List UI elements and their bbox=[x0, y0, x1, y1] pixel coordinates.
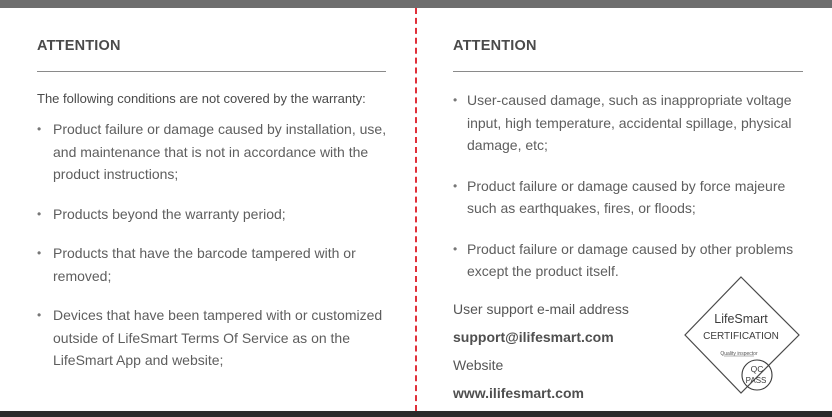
left-heading: ATTENTION bbox=[37, 38, 121, 54]
list-item-text: Product failure or damage caused by force majeure such as earthquakes, fires, or floods; bbox=[467, 177, 786, 216]
list-item bbox=[37, 118, 393, 186]
website-label: Website bbox=[453, 357, 504, 373]
right-heading: ATTENTION bbox=[453, 38, 537, 54]
list-item bbox=[37, 242, 393, 287]
list-item-text: Products that have the barcode tampered with or removed; bbox=[53, 245, 356, 284]
left-heading-rule bbox=[37, 71, 386, 72]
bullet-icon: • bbox=[453, 178, 458, 193]
bullet-icon: • bbox=[37, 246, 42, 260]
list-item-text: User-caused damage, such as inappropriate voltage input, high temperature, accidental spillage, physical damage, etc; bbox=[467, 92, 792, 153]
bullet-icon: • bbox=[453, 241, 458, 256]
qc-label: QC bbox=[750, 364, 764, 374]
right-heading-rule bbox=[453, 71, 803, 72]
stamp-inspector-label: Quality inspector bbox=[720, 351, 758, 357]
bullet-icon: • bbox=[37, 122, 42, 136]
support-info bbox=[453, 298, 683, 410]
list-item bbox=[453, 89, 815, 157]
support-email: support@ilifesmart.com bbox=[453, 329, 614, 345]
bullet-icon: • bbox=[37, 206, 42, 221]
support-email-label: User support e-mail address bbox=[453, 301, 629, 317]
list-item bbox=[37, 203, 393, 226]
stamp-brand: LifeSmart bbox=[714, 312, 768, 326]
stamp-title: CERTIFICATION bbox=[703, 331, 779, 342]
list-item bbox=[453, 175, 815, 220]
bottom-bar bbox=[0, 411, 832, 417]
warranty-intro: The following conditions are not covered by the warranty: bbox=[37, 91, 366, 106]
right-bullet-list bbox=[453, 89, 815, 283]
certification-badge-icon bbox=[683, 274, 803, 398]
top-bar bbox=[0, 0, 832, 8]
bullet-icon: • bbox=[453, 93, 458, 107]
left-bullet-list bbox=[37, 118, 393, 372]
website-url: www.ilifesmart.com bbox=[453, 385, 584, 401]
certification-stamp bbox=[683, 274, 803, 398]
page-divider-dashed bbox=[415, 8, 417, 411]
list-item-text: Devices that have been tampered with or customized outside of LifeSmart Terms Of Service as on the LifeSmart App and website; bbox=[53, 307, 383, 368]
list-item-text: Product failure or damage caused by other problems except the product itself. bbox=[467, 240, 794, 279]
bullet-icon: • bbox=[37, 308, 42, 322]
pass-label: PASS bbox=[745, 376, 767, 385]
list-item-text: Product failure or damage caused by installation, use, and maintenance that is not in accordance with the product instructions; bbox=[53, 121, 387, 182]
list-item bbox=[37, 304, 393, 372]
list-item-text: Products beyond the warranty period; bbox=[53, 205, 286, 222]
